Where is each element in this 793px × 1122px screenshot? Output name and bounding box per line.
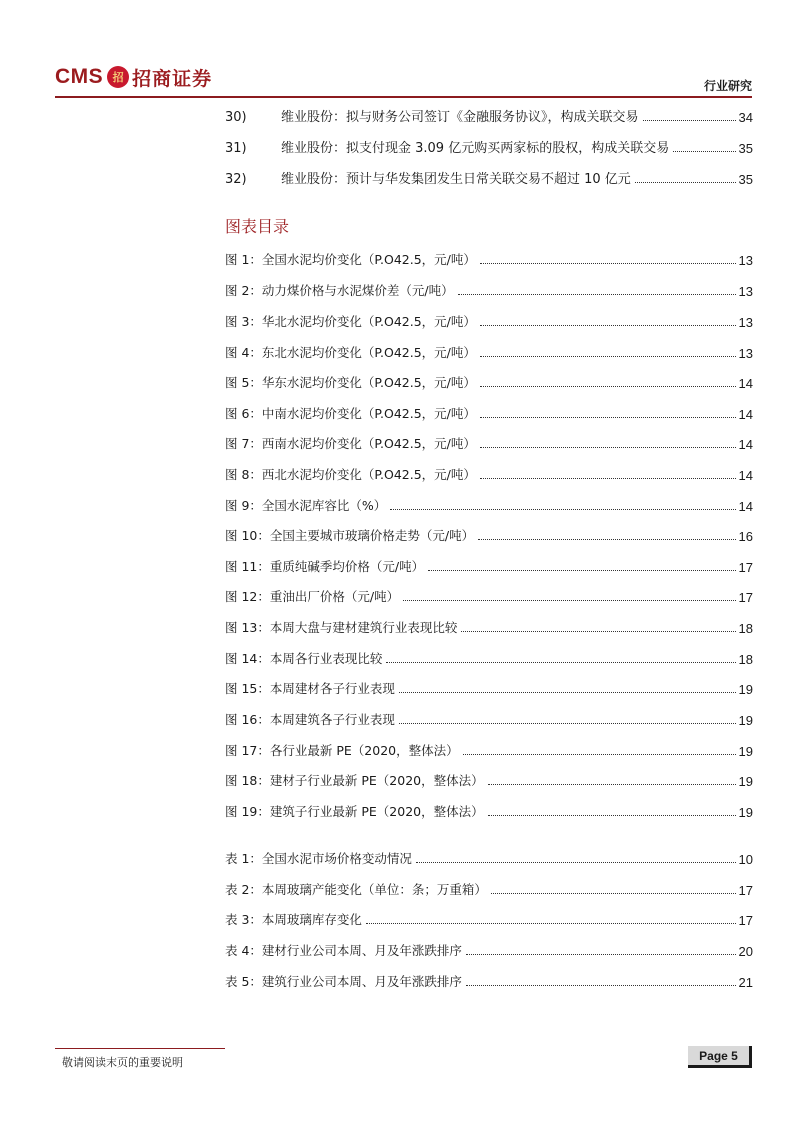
figure-entry[interactable] [225,769,753,789]
figure-entry[interactable] [225,647,753,667]
figure-label: 图 16：本周建筑各子行业表现 [225,712,395,727]
figure-page: 17 [738,590,753,605]
figure-entry[interactable] [225,677,753,697]
toc-entry-page: 34 [738,110,753,125]
logo-mark-icon: 招 [107,66,129,88]
leader-dots [480,446,736,448]
table-label: 表 2：本周玻璃产能变化（单位：条；万重箱） [225,882,487,897]
toc-entry-number: 32) [225,172,247,187]
leader-dots [399,722,736,724]
figure-label: 图 15：本周建材各子行业表现 [225,681,395,696]
toc-entry-number: 31) [225,141,247,156]
figure-label: 图 10：全国主要城市玻璃价格走势（元/吨） [225,528,475,543]
table-page: 10 [738,852,753,867]
table-page: 17 [738,883,753,898]
figure-page: 19 [738,805,753,820]
leader-dots [463,753,736,755]
company-logo [55,62,212,92]
header-divider [55,96,752,98]
figure-page: 13 [738,315,753,330]
toc-entry[interactable] [225,136,753,156]
figure-page: 19 [738,713,753,728]
figure-label: 图 4：东北水泥均价变化（P.O42.5，元/吨） [225,345,476,360]
figure-page: 14 [738,468,753,483]
leader-dots [416,861,736,863]
table-entry[interactable] [225,970,753,990]
leader-dots [635,181,736,183]
figure-page: 17 [738,560,753,575]
figure-page: 18 [738,652,753,667]
leader-dots [480,477,736,479]
figure-label: 图 8：西北水泥均价变化（P.O42.5，元/吨） [225,467,476,482]
table-page: 17 [738,913,753,928]
leader-dots [461,630,735,632]
figure-entry[interactable] [225,310,753,330]
figure-label: 图 9：全国水泥库容比（%） [225,498,387,513]
figure-entry[interactable] [225,432,753,452]
figure-page: 13 [738,346,753,361]
leader-dots [403,599,735,601]
toc-entry-page: 35 [738,141,753,156]
figure-entry[interactable] [225,555,753,575]
figure-label: 图 6：中南水泥均价变化（P.O42.5，元/吨） [225,406,476,421]
figure-page: 14 [738,499,753,514]
table-entry[interactable] [225,878,753,898]
figure-page: 16 [738,529,753,544]
table-label: 表 5：建筑行业公司本周、月及年涨跌排序 [225,974,462,989]
figure-page: 13 [738,284,753,299]
figure-entry[interactable] [225,585,753,605]
toc-entry-page: 35 [738,172,753,187]
figure-page: 14 [738,376,753,391]
table-page: 21 [738,975,753,990]
figure-entry[interactable] [225,371,753,391]
section-label: 行业研究 [703,79,752,93]
figure-page: 14 [738,437,753,452]
figure-label: 图 2：动力煤价格与水泥煤价差（元/吨） [225,283,454,298]
leader-dots [491,892,736,894]
toc-entry-number: 30) [225,110,247,125]
figure-label: 图 11：重质纯碱季均价格（元/吨） [225,559,425,574]
leader-dots [673,150,735,152]
leader-dots [466,953,736,955]
leader-dots [399,691,736,693]
page-header [55,60,752,100]
figure-label: 图 18：建材子行业最新 PE（2020，整体法） [225,773,484,788]
figure-entry[interactable] [225,800,753,820]
leader-dots [643,119,736,121]
leader-dots [480,355,736,357]
figure-entry[interactable] [225,524,753,544]
figure-page: 14 [738,407,753,422]
figure-entry[interactable] [225,248,753,268]
figure-index-title: 图表目录 [225,217,290,236]
figure-label: 图 3：华北水泥均价变化（P.O42.5，元/吨） [225,314,476,329]
figure-page: 19 [738,744,753,759]
leader-dots [386,661,735,663]
figure-label: 图 19：建筑子行业最新 PE（2020，整体法） [225,804,484,819]
leader-dots [480,262,736,264]
figure-label: 图 1：全国水泥均价变化（P.O42.5，元/吨） [225,252,476,267]
figure-label: 图 13：本周大盘与建材建筑行业表现比较 [225,620,458,635]
leader-dots [480,324,736,326]
table-entry[interactable] [225,939,753,959]
leader-dots [488,814,736,816]
figure-label: 图 5：华东水泥均价变化（P.O42.5，元/吨） [225,375,476,390]
leader-dots [478,538,735,540]
figure-page: 19 [738,682,753,697]
table-label: 表 4：建材行业公司本周、月及年涨跌排序 [225,943,462,958]
table-page: 20 [738,944,753,959]
toc-entry-label: 维业股份：拟支付现金 3.09 亿元购买两家标的股权，构成关联交易 [281,141,670,156]
table-label: 表 3：本周玻璃库存变化 [225,912,362,927]
figure-label: 图 17：各行业最新 PE（2020，整体法） [225,743,459,758]
figure-page: 13 [738,253,753,268]
page-number: Page 5 [688,1046,752,1068]
figure-entry[interactable] [225,341,753,361]
toc-entry[interactable] [225,167,753,187]
table-entry[interactable] [225,908,753,928]
figure-entry[interactable] [225,739,753,759]
toc-entry[interactable] [225,105,753,125]
figure-label: 图 7：西南水泥均价变化（P.O42.5，元/吨） [225,436,476,451]
figure-entry[interactable] [225,708,753,728]
table-entry[interactable] [225,847,753,867]
figure-label: 图 14：本周各行业表现比较 [225,651,383,666]
leader-dots [428,569,735,571]
figure-page: 18 [738,621,753,636]
logo-latin: CMS [55,65,104,88]
leader-dots [480,416,736,418]
figure-page: 19 [738,774,753,789]
figure-entry[interactable] [225,494,753,514]
leader-dots [366,922,736,924]
toc-entry-label: 维业股份：预计与华发集团发生日常关联交易不超过 10 亿元 [281,172,631,187]
figure-entry[interactable] [225,463,753,483]
figure-entry[interactable] [225,279,753,299]
leader-dots [458,293,736,295]
leader-dots [488,783,736,785]
figure-label: 图 12：重油出厂价格（元/吨） [225,589,400,604]
leader-dots [466,984,736,986]
logo-chinese: 招商证券 [132,67,213,90]
figure-entry[interactable] [225,616,753,636]
table-label: 表 1：全国水泥市场价格变动情况 [225,851,412,866]
leader-dots [390,508,735,510]
figure-entry[interactable] [225,402,753,422]
toc-entry-label: 维业股份：拟与财务公司签订《金融服务协议》，构成关联交易 [281,110,639,125]
leader-dots [480,385,736,387]
footer-divider [55,1048,225,1049]
footer-disclaimer: 敬请阅读末页的重要说明 [62,1056,183,1069]
